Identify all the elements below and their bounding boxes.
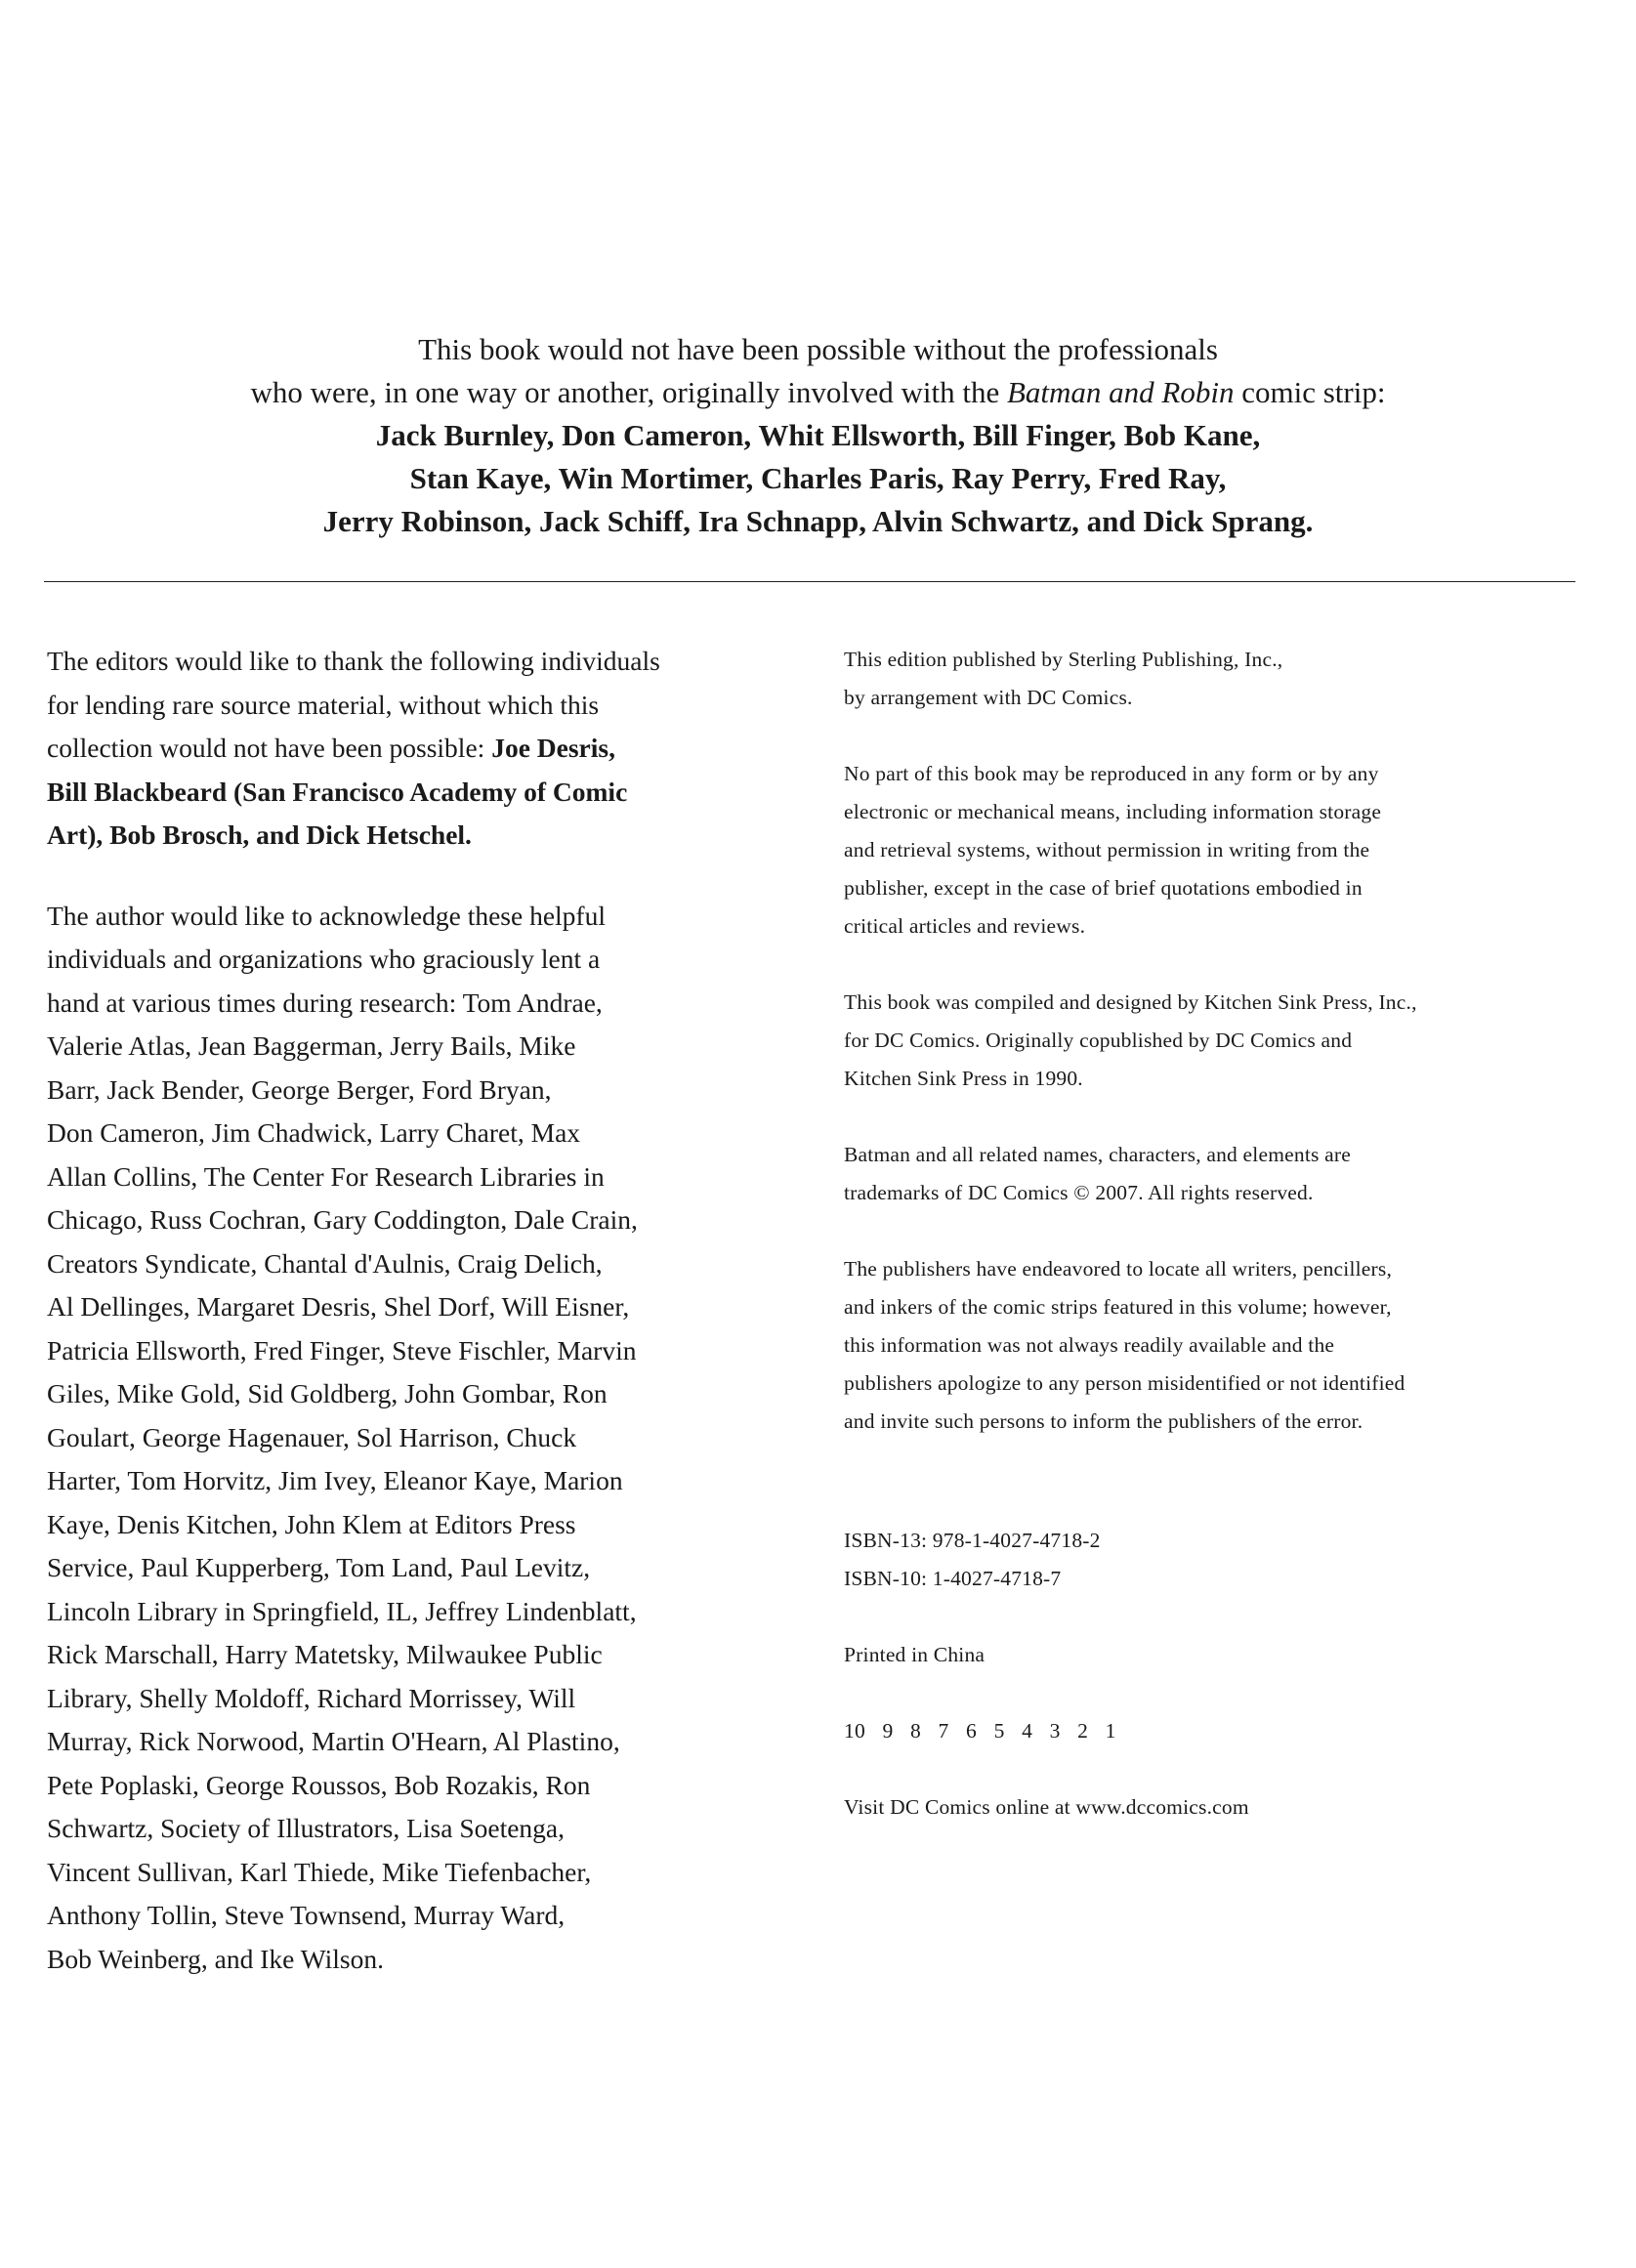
text-span: collection would not have been possible: xyxy=(47,733,492,763)
text-line: Lincoln Library in Springfield, IL, Jeffrey Lindenblatt, xyxy=(47,1595,637,1626)
text-line: individuals and organizations who graciously lent a xyxy=(47,944,601,974)
text-line: hand at various times during research: Tom Andrae, xyxy=(47,987,603,1018)
text-line: Anthony Tollin, Steve Townsend, Murray Ward, xyxy=(47,1900,566,1930)
editors-thanks xyxy=(47,640,809,858)
text-line: this information was not always readily available and the xyxy=(844,1333,1335,1357)
text-line: Goulart, George Hagenauer, Sol Harrison, Chuck xyxy=(47,1421,577,1452)
text-line: Harter, Tom Horvitz, Jim Ivey, Eleanor Kaye, Marion xyxy=(47,1465,623,1495)
text-line: by arrangement with DC Comics. xyxy=(844,686,1133,709)
text-line: trademarks of DC Comics © 2007. All rights reserved. xyxy=(844,1181,1314,1204)
text-line: The author would like to acknowledge these helpful xyxy=(47,900,606,931)
printer-key: 10 9 8 7 6 5 4 3 2 1 xyxy=(844,1719,1116,1743)
text-line: Chicago, Russ Cochran, Gary Coddington, Dale Crain, xyxy=(47,1204,638,1235)
website-notice: Visit DC Comics online at www.dccomics.com xyxy=(844,1795,1249,1819)
text-line: Library, Shelly Moldoff, Richard Morrissey, Will xyxy=(47,1682,576,1713)
text-line: Giles, Mike Gold, Sid Goldberg, John Gombar, Ron xyxy=(47,1378,608,1408)
publishing-info-column xyxy=(844,641,1596,1827)
text-line xyxy=(47,727,809,771)
professionals-names: Stan Kaye, Win Mortimer, Charles Paris, Ray Perry, Fred Ray, xyxy=(409,461,1227,495)
text-line: critical articles and reviews. xyxy=(844,914,1086,938)
text-line: Pete Poplaski, George Roussos, Bob Rozakis, Ron xyxy=(47,1769,591,1800)
dedication-text: who were, in one way or another, originally involved with the xyxy=(250,375,1007,409)
dedication xyxy=(39,328,1597,543)
contributor-name: Art), Bob Brosch, and Dick Hetschel. xyxy=(47,819,472,850)
text-line: for lending rare source material, without which this xyxy=(47,689,600,720)
acknowledgments-column xyxy=(47,640,809,2018)
text-line: and retrieval systems, without permission in writing from the xyxy=(844,838,1370,861)
text-line: electronic or mechanical means, including information storage xyxy=(844,800,1382,823)
isbn-block xyxy=(844,1522,1596,1598)
printed-in: Printed in China xyxy=(844,1643,986,1666)
text-line: and invite such persons to inform the publishers of the error. xyxy=(844,1409,1363,1433)
rights-notice xyxy=(844,755,1596,945)
text-line: Patricia Ellsworth, Fred Finger, Steve Fischler, Marvin xyxy=(47,1334,637,1365)
text-line: for DC Comics. Originally copublished by DC Comics and xyxy=(844,1029,1353,1052)
text-line: Vincent Sullivan, Karl Thiede, Mike Tiefenbacher, xyxy=(47,1856,592,1887)
text-line: publishers apologize to any person misidentified or not identified xyxy=(844,1371,1405,1395)
text-line: Al Dellinges, Margaret Desris, Shel Dorf, Will Eisner, xyxy=(47,1291,630,1322)
contributor-name: Joe Desris, xyxy=(491,733,615,763)
professionals-names: Jerry Robinson, Jack Schiff, Ira Schnapp, Alvin Schwartz, and Dick Sprang. xyxy=(322,504,1314,538)
dedication-line: This book would not have been possible without the professionals xyxy=(418,332,1218,366)
text-line: Rick Marschall, Harry Matetsky, Milwaukee Public xyxy=(47,1639,603,1669)
author-thanks xyxy=(47,895,809,1982)
professionals-names: Jack Burnley, Don Cameron, Whit Ellsworth, Bill Finger, Bob Kane, xyxy=(375,418,1261,452)
text-line: No part of this book may be reproduced in any form or by any xyxy=(844,762,1379,785)
text-line: Schwartz, Society of Illustrators, Lisa Soetenga, xyxy=(47,1813,566,1843)
text-line: Batman and all related names, characters, and elements are xyxy=(844,1143,1351,1166)
compiled-notice xyxy=(844,984,1596,1098)
text-line: Allan Collins, The Center For Research Libraries in xyxy=(47,1160,605,1192)
trademark-notice xyxy=(844,1136,1596,1212)
text-line: and inkers of the comic strips featured in this volume; however, xyxy=(844,1295,1392,1319)
text-line: publisher, except in the case of brief quotations embodied in xyxy=(844,876,1363,900)
disclaimer-notice xyxy=(844,1250,1596,1441)
text-line: This edition published by Sterling Publishing, Inc., xyxy=(844,648,1283,671)
dedication-line xyxy=(39,371,1597,414)
divider xyxy=(44,581,1575,582)
text-line: Kaye, Denis Kitchen, John Klem at Editors Press xyxy=(47,1508,576,1539)
strip-title: Batman and Robin xyxy=(1006,375,1235,409)
isbn-13: ISBN-13: 978-1-4027-4718-2 xyxy=(844,1529,1101,1552)
edition-notice xyxy=(844,641,1596,717)
text-line: Murray, Rick Norwood, Martin O'Hearn, Al Plastino, xyxy=(47,1726,620,1756)
text-line: Barr, Jack Bender, George Berger, Ford Bryan, xyxy=(47,1073,552,1105)
text-line: Don Cameron, Jim Chadwick, Larry Charet, Max xyxy=(47,1117,581,1148)
text-line: This book was compiled and designed by Kitchen Sink Press, Inc., xyxy=(844,990,1417,1014)
text-line: Kitchen Sink Press in 1990. xyxy=(844,1067,1083,1090)
text-line: Bob Weinberg, and Ike Wilson. xyxy=(47,1943,384,1974)
contributor-name: Bill Blackbeard (San Francisco Academy of Comic xyxy=(47,776,628,807)
text-line: Service, Paul Kupperberg, Tom Land, Paul Levitz, xyxy=(47,1552,591,1582)
text-line: Valerie Atlas, Jean Baggerman, Jerry Bails, Mike xyxy=(47,1030,576,1061)
dedication-text: comic strip: xyxy=(1234,375,1386,409)
text-line: The publishers have endeavored to locate all writers, pencillers, xyxy=(844,1257,1393,1281)
text-line: The editors would like to thank the following individuals xyxy=(47,646,660,676)
text-line: Creators Syndicate, Chantal d'Aulnis, Craig Delich, xyxy=(47,1247,603,1279)
isbn-10: ISBN-10: 1-4027-4718-7 xyxy=(844,1567,1062,1590)
